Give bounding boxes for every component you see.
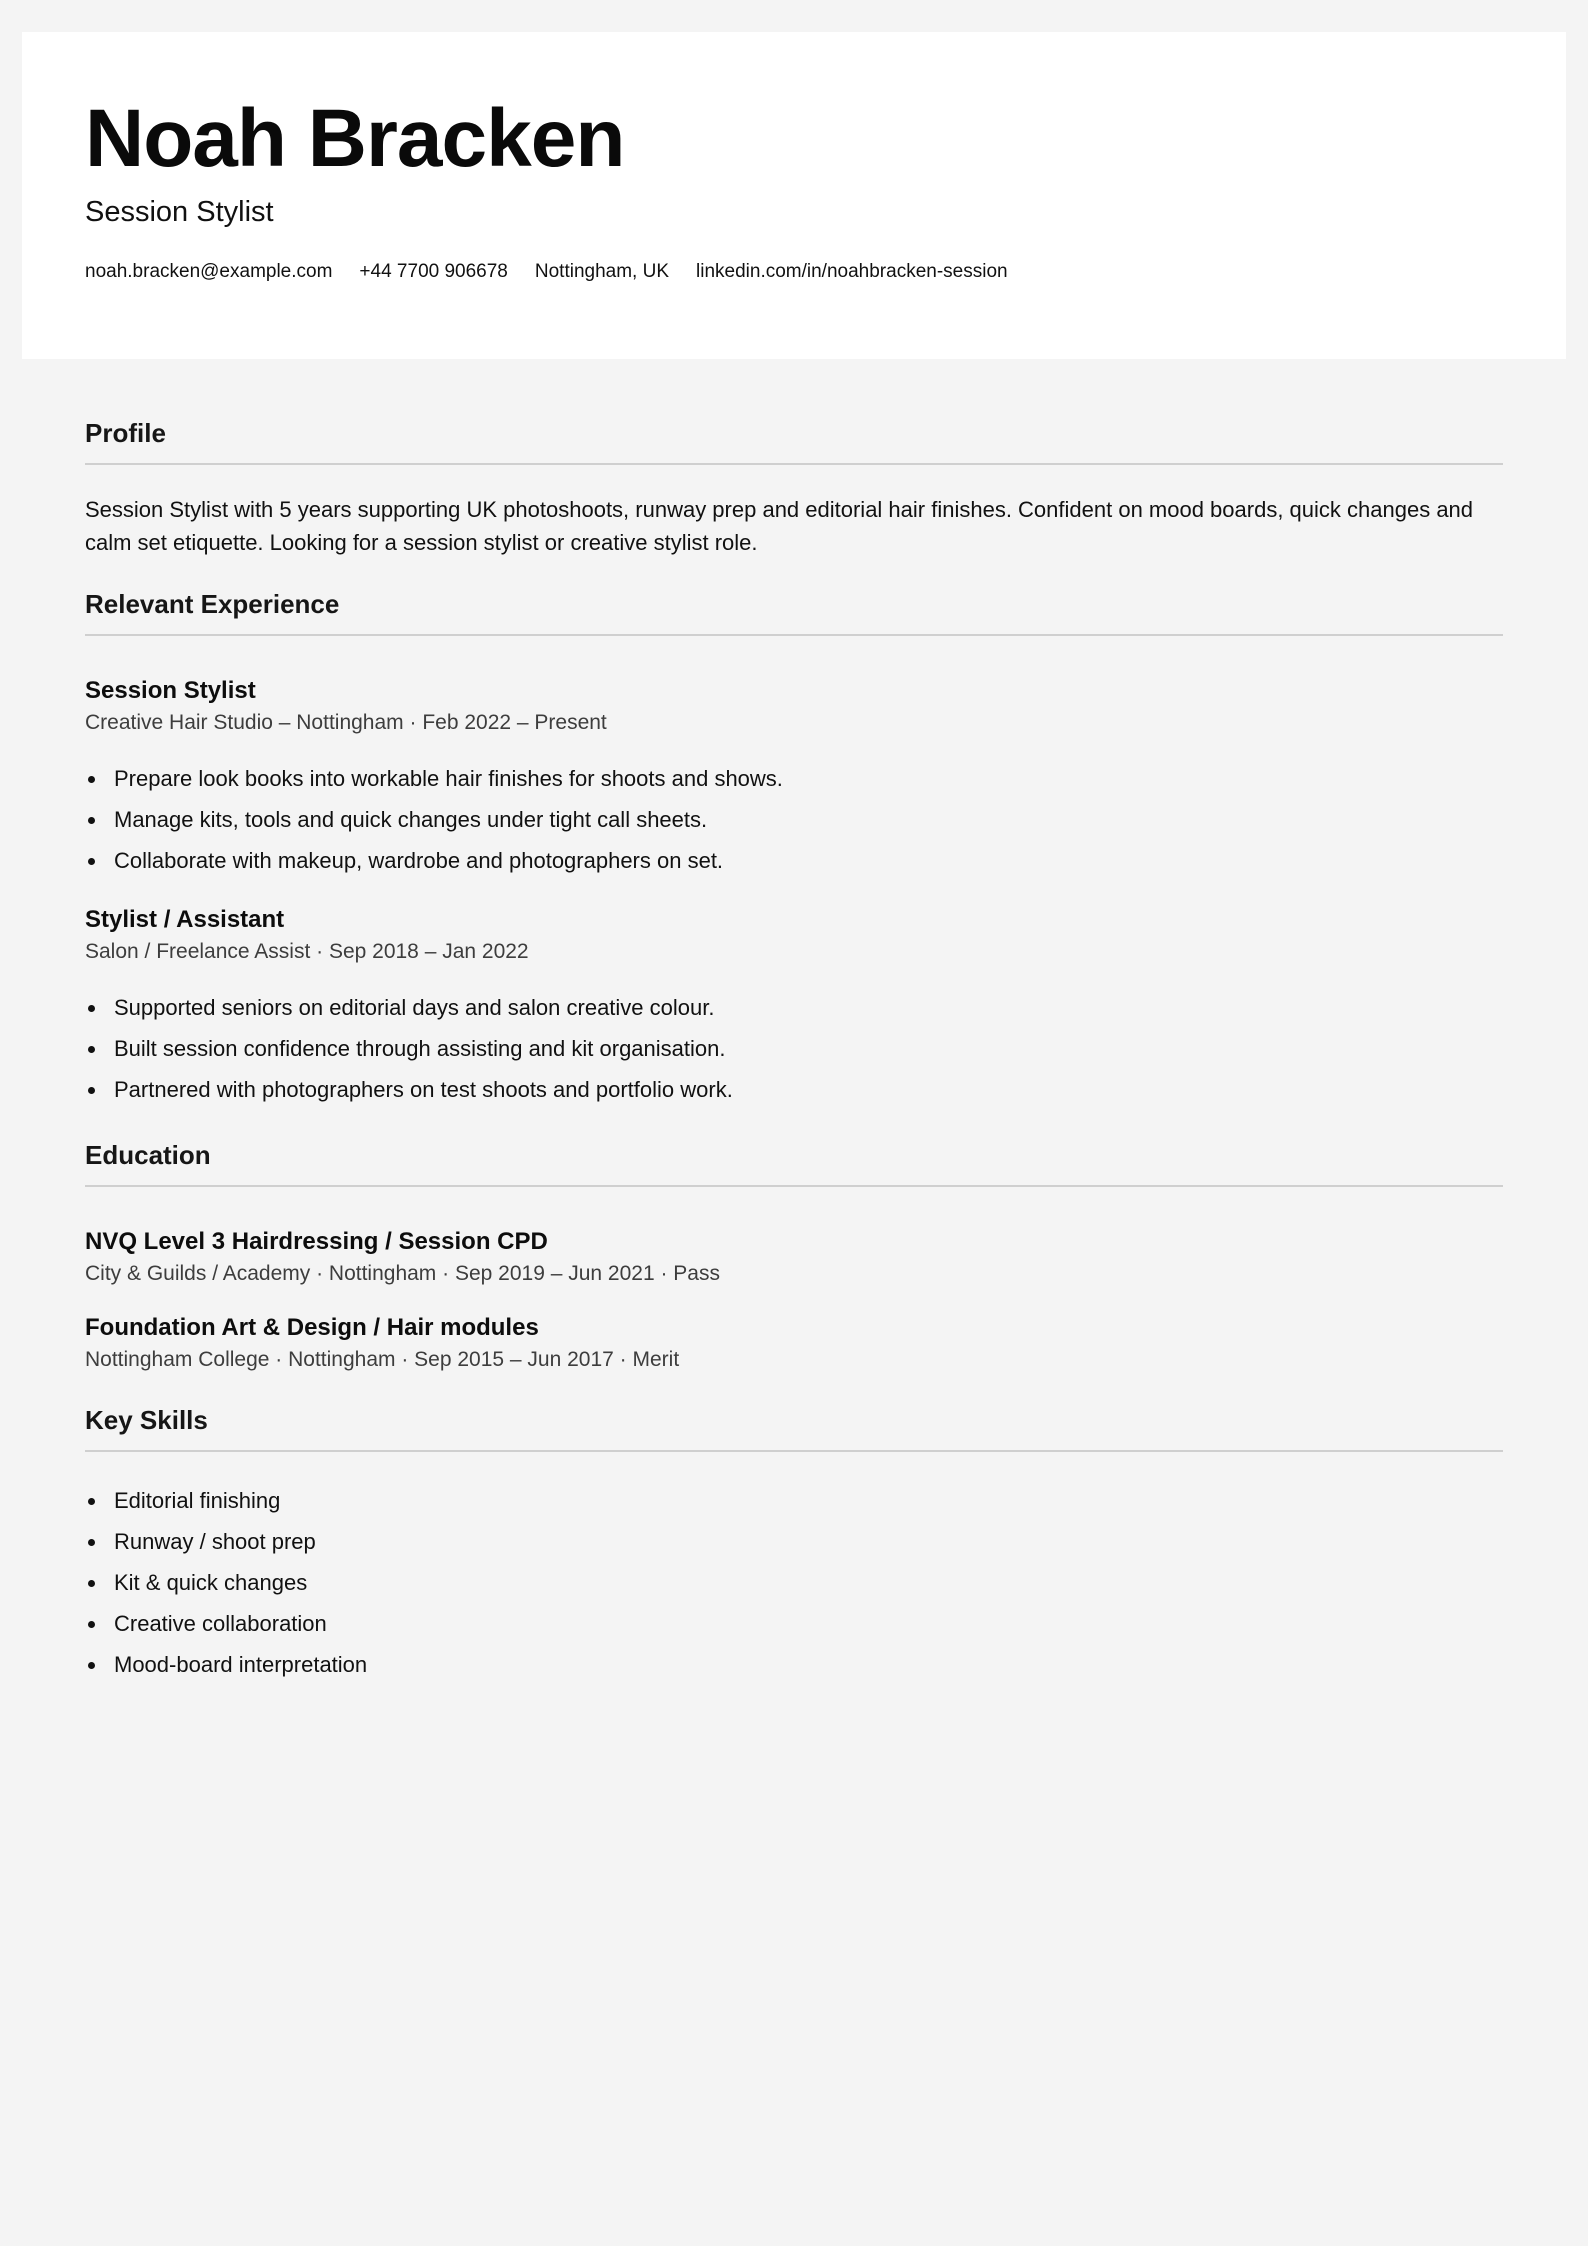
education-title: Foundation Art & Design / Hair modules — [85, 1314, 539, 1341]
header-card — [22, 32, 1566, 359]
education-entry — [85, 1227, 1503, 1289]
role-title: Session Stylist — [85, 677, 256, 704]
education-entry — [85, 1313, 1503, 1375]
section-heading-profile: Profile — [85, 418, 166, 448]
profile-summary: Session Stylist with 5 years supporting UK photoshoots, runway prep and editorial hair finishes. Confident on mood boards, quick changes and calm set etiquette. Looking for a session stylist or creative stylist role. — [85, 497, 1474, 555]
skill-item: Runway / shoot prep — [85, 1521, 1503, 1562]
skills-section — [85, 1405, 1503, 1685]
bullet-item: Supported seniors on editorial days and salon creative colour. — [85, 987, 1503, 1028]
role-title: Stylist / Assistant — [85, 906, 285, 933]
job-title: Session Stylist — [85, 196, 274, 228]
experience-entry — [85, 676, 1503, 881]
skill-item: Mood-board interpretation — [85, 1644, 1503, 1685]
candidate-name: Noah Bracken — [85, 93, 625, 184]
contact-phone: +44 7700 906678 — [359, 261, 508, 282]
section-heading-education: Education — [85, 1140, 211, 1170]
contact-linkedin: linkedin.com/in/noahbracken-session — [696, 261, 1008, 282]
contact-row — [85, 261, 1008, 284]
contact-email: noah.bracken@example.com — [85, 261, 333, 282]
skill-item: Editorial finishing — [85, 1480, 1503, 1521]
section-divider — [85, 634, 1503, 636]
education-title: NVQ Level 3 Hairdressing / Session CPD — [85, 1228, 548, 1255]
bullet-item: Built session confidence through assisting and kit organisation. — [85, 1028, 1503, 1069]
contact-location: Nottingham, UK — [534, 261, 670, 282]
skill-item: Creative collaboration — [85, 1603, 1503, 1644]
skill-item: Kit & quick changes — [85, 1562, 1503, 1603]
section-divider — [85, 1185, 1503, 1187]
bullet-item: Partnered with photographers on test shoots and portfolio work. — [85, 1069, 1503, 1110]
role-bullets — [85, 758, 1503, 881]
role-meta: Salon / Freelance Assist · Sep 2018 – Jan 2022 — [85, 940, 529, 963]
bullet-item: Manage kits, tools and quick changes under tight call sheets. — [85, 799, 1503, 840]
education-meta: Nottingham College · Nottingham · Sep 2015 – Jun 2017 · Merit — [85, 1348, 680, 1371]
section-divider — [85, 1450, 1503, 1452]
section-heading-skills: Key Skills — [85, 1405, 208, 1435]
section-heading-experience: Relevant Experience — [85, 589, 340, 619]
skills-list — [85, 1480, 1503, 1685]
experience-entry — [85, 905, 1503, 1110]
bullet-item: Collaborate with makeup, wardrobe and photographers on set. — [85, 840, 1503, 881]
role-meta: Creative Hair Studio – Nottingham · Feb 2022 – Present — [85, 711, 607, 734]
section-divider — [85, 463, 1503, 465]
role-bullets — [85, 987, 1503, 1110]
profile-section — [85, 418, 1503, 559]
bullet-item: Prepare look books into workable hair finishes for shoots and shows. — [85, 758, 1503, 799]
experience-section — [85, 589, 1503, 1110]
resume-body — [85, 418, 1503, 1685]
education-section — [85, 1140, 1503, 1375]
education-meta: City & Guilds / Academy · Nottingham · Sep 2019 – Jun 2021 · Pass — [85, 1262, 720, 1285]
